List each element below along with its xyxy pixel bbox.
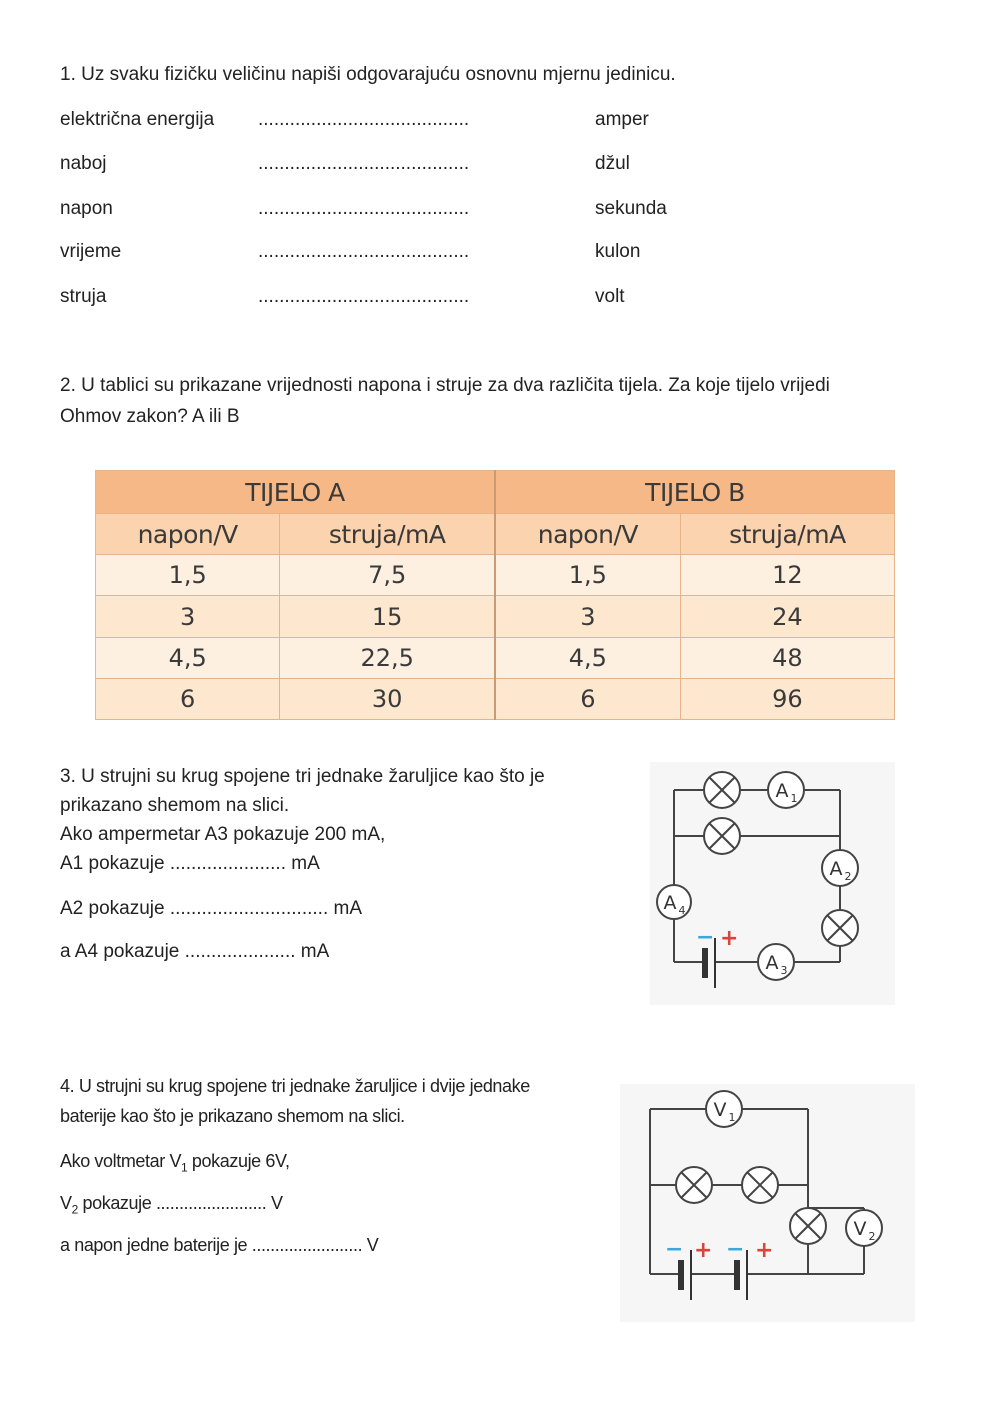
v1-text-end: pokazuje 6V, (187, 1151, 290, 1171)
plus-sign: + (694, 1238, 713, 1263)
table-cell: 1,5 (495, 555, 680, 596)
ammeter-letter: A (775, 780, 789, 802)
bulb-icon (822, 910, 858, 946)
table-row (96, 596, 895, 637)
match-row (60, 240, 680, 266)
q3-question-line2: prikazano shemom na slici. (60, 795, 290, 816)
match-unit: džul (595, 153, 630, 174)
match-term: vrijeme (60, 241, 122, 262)
q2-question-line1: 2. U tablici su prikazane vrijednosti napona i struje za dva različita tijela. Za koje tijelo vrijedi (60, 375, 830, 396)
q4-v2-answer[interactable] (60, 1191, 283, 1222)
answer-blank[interactable]: ........................................ (258, 241, 470, 262)
table-cell: 24 (680, 596, 894, 637)
q4-v1-statement (60, 1149, 290, 1180)
q3-question-line3: Ako ampermetar A3 pokazuje 200 mA, (60, 824, 386, 845)
ammeter-a3-icon (758, 944, 794, 980)
table-cell: 15 (280, 596, 495, 637)
match-unit: amper (595, 109, 649, 130)
table-cell: 22,5 (280, 637, 495, 678)
table-cell: 7,5 (280, 555, 495, 596)
q3-a4-answer[interactable]: a A4 pokazuje ..................... mA (60, 941, 330, 962)
answer-blank[interactable]: ........................................ (258, 198, 470, 219)
q4-question-line1: 4. U strujni su krug spojene tri jednake žaruljice i dvije jednake (60, 1076, 530, 1096)
minus-sign: − (696, 925, 715, 950)
column-header: napon/V (495, 514, 680, 555)
table-cell: 96 (680, 678, 894, 719)
ammeter-subscript: 2 (844, 870, 852, 883)
answer-blank[interactable]: ........................................ (258, 286, 470, 307)
ammeter-a2-icon (822, 850, 858, 886)
voltmeter-subscript: 2 (868, 1230, 876, 1243)
group-header-b: TIJELO B (495, 471, 895, 514)
table-cell: 1,5 (96, 555, 280, 596)
q1-question: 1. Uz svaku fizičku veličinu napiši odgovarajuću osnovnu mjernu jedinicu. (60, 64, 676, 85)
q3-question-line1: 3. U strujni su krug spojene tri jednake žaruljice kao što je (60, 766, 545, 787)
voltmeter-v1-icon (706, 1091, 742, 1127)
v2-subscript: 2 (71, 1202, 78, 1217)
table-cell: 4,5 (96, 637, 280, 678)
table-row (96, 678, 895, 719)
ammeter-letter: A (765, 952, 779, 974)
voltmeter-letter: V (713, 1099, 727, 1121)
diagram-background (620, 1084, 915, 1322)
v1-subscript: 1 (181, 1160, 188, 1175)
q3-circuit-diagram (650, 762, 895, 1005)
v2-text: V (60, 1193, 72, 1213)
bulb-icon (704, 818, 740, 854)
table-cell: 12 (680, 555, 894, 596)
match-unit: volt (595, 286, 625, 307)
q3-a1-answer[interactable]: A1 pokazuje ...................... mA (60, 853, 320, 874)
table-cell: 3 (96, 596, 280, 637)
table-row (96, 637, 895, 678)
table-cell: 30 (280, 678, 495, 719)
ammeter-a1-icon (768, 772, 804, 808)
match-row (60, 152, 680, 178)
ammeter-subscript: 1 (790, 792, 798, 805)
column-header: napon/V (96, 514, 280, 555)
match-row (60, 108, 680, 134)
answer-blank[interactable]: ........................................ (258, 109, 470, 130)
q4-circuit-diagram (620, 1084, 915, 1322)
v1-text: Ako voltmetar V (60, 1151, 182, 1171)
match-term: struja (60, 286, 107, 307)
q4-question-line2: baterije kao što je prikazano shemom na slici. (60, 1106, 405, 1126)
match-unit: sekunda (595, 198, 667, 219)
plus-sign: + (755, 1238, 774, 1263)
match-term: napon (60, 198, 113, 219)
match-term: električna energija (60, 109, 215, 130)
minus-sign: − (665, 1237, 684, 1262)
bulb-icon (676, 1167, 712, 1203)
minus-sign: − (726, 1237, 745, 1262)
voltmeter-subscript: 1 (728, 1111, 736, 1124)
column-header: struja/mA (680, 514, 894, 555)
table-cell: 3 (495, 596, 680, 637)
match-term: naboj (60, 153, 107, 174)
match-row (60, 197, 680, 223)
match-row (60, 285, 680, 311)
q2-question-line2: Ohmov zakon? A ili B (60, 406, 240, 427)
q4-battery-answer[interactable]: a napon jedne baterije je ........................ V (60, 1235, 379, 1255)
table-cell: 48 (680, 637, 894, 678)
answer-blank[interactable]: ........................................ (258, 153, 470, 174)
table-cell: 6 (96, 678, 280, 719)
bulb-icon (742, 1167, 778, 1203)
ammeter-a4-icon (657, 885, 691, 919)
v2-text-end: pokazuje ........................ V (77, 1193, 283, 1213)
ammeter-subscript: 4 (678, 904, 686, 917)
ammeter-subscript: 3 (780, 964, 788, 977)
ohm-table (95, 470, 895, 720)
voltmeter-v2-icon (846, 1210, 882, 1246)
table-cell: 6 (495, 678, 680, 719)
bulb-icon (790, 1208, 826, 1244)
match-unit: kulon (595, 241, 641, 262)
group-header-a: TIJELO A (96, 471, 495, 514)
ammeter-letter: A (663, 892, 677, 914)
table-row (96, 555, 895, 596)
q3-a2-answer[interactable]: A2 pokazuje .............................. mA (60, 898, 362, 919)
voltmeter-letter: V (853, 1218, 867, 1240)
bulb-icon (704, 772, 740, 808)
ammeter-letter: A (829, 858, 843, 880)
column-header: struja/mA (280, 514, 495, 555)
plus-sign: + (720, 926, 739, 951)
table-cell: 4,5 (495, 637, 680, 678)
